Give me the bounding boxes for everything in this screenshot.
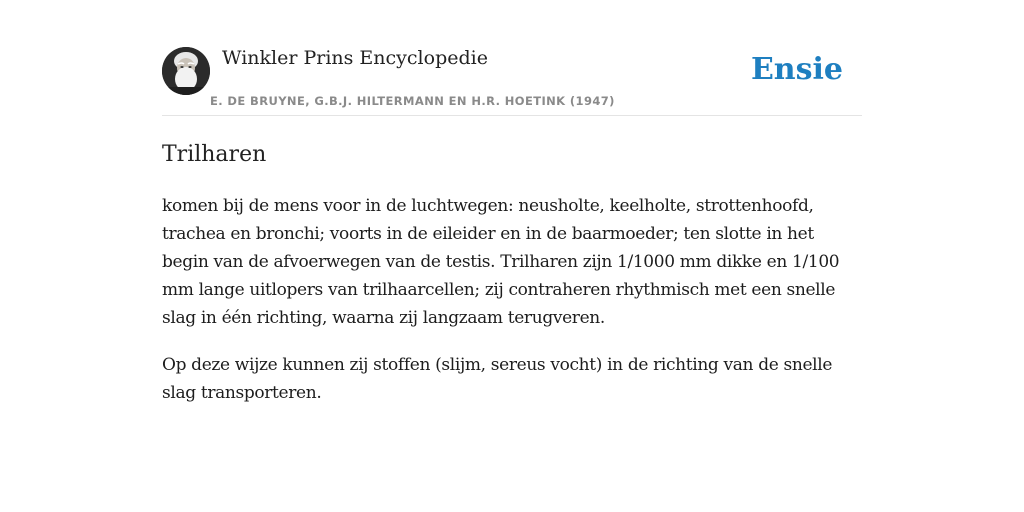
page [162, 0, 862, 407]
author-portrait-icon [162, 47, 210, 95]
ensie-logo-link[interactable]: Ensie [750, 52, 843, 87]
entry-paragraph: Op deze wijze kunnen zij stoffen (slijm, sereus vocht) in de richting van de snelle slag transporteren. [162, 355, 833, 403]
book-authors: E. DE BRUYNE, G.B.J. HILTERMANN EN H.R. HOETINK (1947) [210, 94, 615, 108]
header [162, 46, 862, 116]
entry-paragraph: komen bij de mens voor in de luchtwegen: neusholte, keelholte, strottenhoofd, trachea en bronchi; voorts in de eileider en in de baarmoeder; ten slotte in het begin van de afvoerwegen van de testis. Trilharen zijn 1/1000 mm dikke en 1/100 mm lange uitlopers van trilhaarcellen; zij contraheren rhythmisch met een snelle slag in één richting, waarna zij langzaam terugveren. [162, 196, 840, 328]
author-avatar[interactable] [162, 47, 210, 95]
entry-title: Trilharen [162, 142, 267, 167]
book-title[interactable]: Winkler Prins Encyclopedie [222, 47, 488, 69]
